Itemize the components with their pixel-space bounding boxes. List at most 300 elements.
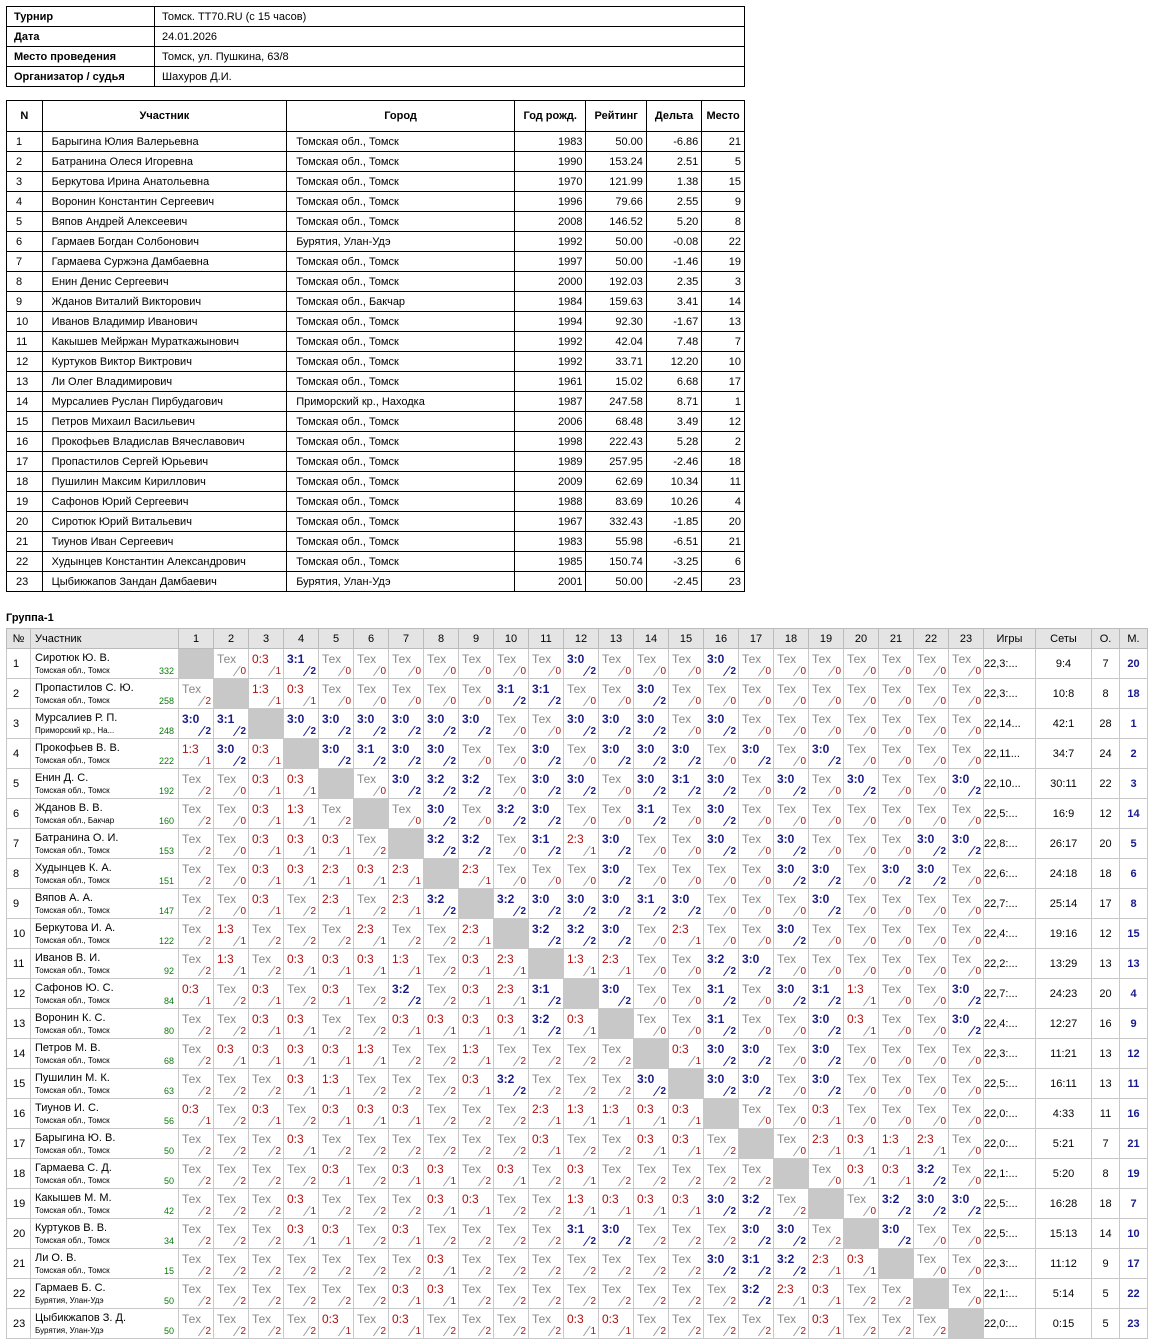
- match-score: Тех: [952, 862, 972, 876]
- player-cell: [31, 919, 179, 949]
- match-score: 0:3: [322, 1102, 339, 1116]
- match-result-cell: [844, 949, 879, 979]
- col-header-opponent: 23: [949, 629, 984, 649]
- match-result-cell: [844, 1159, 879, 1189]
- participant-city: Томская обл., Томск: [287, 472, 515, 492]
- match-result-cell: [564, 1189, 599, 1219]
- player-cell: [31, 829, 179, 859]
- match-points: 2: [310, 1176, 316, 1187]
- participants-col-header: Участник: [42, 101, 287, 132]
- match-score: 3:0: [357, 712, 375, 726]
- match-points: 2: [765, 966, 771, 977]
- match-points: 1: [625, 1116, 631, 1127]
- match-points: 2: [975, 786, 981, 797]
- match-score: 0:3: [252, 1042, 269, 1056]
- match-score: Тех: [182, 892, 202, 906]
- participant-row: [7, 132, 745, 152]
- match-result-cell: [739, 1249, 774, 1279]
- match-score: Тех: [462, 1162, 482, 1176]
- match-result-cell: [599, 919, 634, 949]
- diagonal-cell: [459, 889, 494, 919]
- match-points: 2: [520, 1086, 526, 1097]
- participant-row: [7, 492, 745, 512]
- match-points: 2: [730, 966, 736, 977]
- match-score: Тех: [357, 982, 377, 996]
- match-score: Тех: [882, 1012, 902, 1026]
- match-score: 3:0: [707, 1252, 725, 1266]
- match-score: 0:3: [252, 832, 269, 846]
- match-score: Тех: [882, 712, 902, 726]
- match-result-cell: [704, 859, 739, 889]
- match-result-cell: [214, 979, 249, 1009]
- participant-rating: 50.00: [586, 232, 646, 252]
- match-points: 2: [275, 1266, 281, 1277]
- match-result-cell: [249, 799, 284, 829]
- match-score: Тех: [847, 862, 867, 876]
- participant-rating: 247.58: [586, 392, 646, 412]
- player-rating: 42: [163, 1206, 174, 1216]
- match-result-cell: [179, 1219, 214, 1249]
- match-result-cell: [564, 739, 599, 769]
- match-points: 1: [835, 1266, 841, 1277]
- match-score: Тех: [532, 1162, 552, 1176]
- participant-place: 10: [702, 352, 745, 372]
- final-place: 23: [1120, 1309, 1148, 1339]
- participant-name: Какышев Мейржан Мураткажынович: [42, 332, 287, 352]
- match-points: 2: [625, 906, 631, 917]
- match-score: Тех: [567, 1132, 587, 1146]
- match-points: 2: [380, 1266, 386, 1277]
- match-score: 3:0: [707, 652, 725, 666]
- match-score: Тех: [357, 1282, 377, 1296]
- match-score: 3:0: [637, 682, 655, 696]
- match-points: 0: [695, 996, 701, 1007]
- match-points: 2: [345, 1206, 351, 1217]
- match-points: 0: [590, 876, 596, 887]
- match-score: 2:3: [567, 832, 584, 846]
- match-points: 1: [345, 846, 351, 857]
- match-score: Тех: [532, 712, 552, 726]
- match-result-cell: [564, 949, 599, 979]
- match-score: Тех: [357, 832, 377, 846]
- match-score: Тех: [497, 1042, 517, 1056]
- match-score: Тех: [462, 802, 482, 816]
- match-score: Тех: [917, 1102, 937, 1116]
- games-total: 22,5:...: [984, 1219, 1036, 1249]
- match-result-cell: [249, 679, 284, 709]
- match-score: Тех: [637, 982, 657, 996]
- match-score: 0:3: [287, 1012, 304, 1026]
- match-score: Тех: [392, 1192, 412, 1206]
- match-result-cell: [389, 649, 424, 679]
- participant-city: Томская обл., Томск: [287, 452, 515, 472]
- match-points: 2: [765, 1206, 771, 1217]
- match-points: 2: [275, 1086, 281, 1097]
- match-score: Тех: [917, 742, 937, 756]
- diagonal-cell: [179, 649, 214, 679]
- match-points: 2: [730, 1326, 736, 1337]
- match-points: 2: [450, 1116, 456, 1127]
- match-score: 3:2: [742, 1282, 760, 1296]
- match-points: 2: [625, 726, 631, 737]
- match-points: 1: [415, 1176, 421, 1187]
- match-points: 0: [870, 1116, 876, 1127]
- final-place: 14: [1120, 799, 1148, 829]
- participant-rating: 42.04: [586, 332, 646, 352]
- sets-total: 15:13: [1036, 1219, 1092, 1249]
- match-score: Тех: [532, 1192, 552, 1206]
- match-score: 3:0: [567, 892, 585, 906]
- match-score: Тех: [462, 1132, 482, 1146]
- match-points: 1: [345, 906, 351, 917]
- match-result-cell: [459, 1069, 494, 1099]
- match-score: Тех: [917, 1072, 937, 1086]
- match-score: Тех: [812, 712, 832, 726]
- match-score: Тех: [777, 1132, 797, 1146]
- match-score: 0:3: [322, 832, 339, 846]
- match-points: 0: [975, 756, 981, 767]
- match-points: 1: [415, 1116, 421, 1127]
- match-points: 1: [485, 1206, 491, 1217]
- participant-rating: 121.99: [586, 172, 646, 192]
- player-rating: 258: [158, 696, 174, 706]
- match-score: Тех: [182, 1312, 202, 1326]
- participant-no: 5: [7, 212, 43, 232]
- match-score: 0:3: [602, 1312, 619, 1326]
- col-header-opponent: 1: [179, 629, 214, 649]
- match-points: 2: [870, 786, 876, 797]
- match-score: Тех: [182, 1192, 202, 1206]
- match-result-cell: [774, 889, 809, 919]
- match-result-cell: [319, 799, 354, 829]
- cross-row: [7, 1039, 1148, 1069]
- match-points: 2: [625, 1176, 631, 1187]
- match-result-cell: [319, 1249, 354, 1279]
- match-result-cell: [774, 1099, 809, 1129]
- final-place: 7: [1120, 1189, 1148, 1219]
- match-result-cell: [214, 1039, 249, 1069]
- player-name: Петров М. В.: [35, 1042, 101, 1054]
- match-score: 3:1: [357, 742, 375, 756]
- match-result-cell: [459, 679, 494, 709]
- participant-row: [7, 152, 745, 172]
- player-city: Томская обл., Томск: [35, 1026, 110, 1035]
- match-points: 0: [485, 816, 491, 827]
- match-score: 3:0: [742, 1222, 760, 1236]
- match-points: 2: [870, 1326, 876, 1337]
- match-points: 2: [520, 696, 526, 707]
- match-result-cell: [914, 949, 949, 979]
- match-points: 2: [695, 1266, 701, 1277]
- match-points: 1: [205, 1116, 211, 1127]
- match-score: 3:0: [777, 772, 795, 786]
- match-score: Тех: [287, 1162, 307, 1176]
- sets-total: 30:11: [1036, 769, 1092, 799]
- match-points: 2: [450, 1236, 456, 1247]
- match-result-cell: [809, 1219, 844, 1249]
- player-rating: 34: [163, 1236, 174, 1246]
- match-result-cell: [389, 799, 424, 829]
- sets-total: 13:29: [1036, 949, 1092, 979]
- match-result-cell: [214, 1129, 249, 1159]
- match-result-cell: [424, 829, 459, 859]
- match-score: 3:0: [742, 1072, 760, 1086]
- player-name: Вяпов А. А.: [35, 892, 93, 904]
- match-score: 3:0: [707, 712, 725, 726]
- match-result-cell: [459, 1189, 494, 1219]
- final-place: 12: [1120, 1039, 1148, 1069]
- match-score: Тех: [882, 982, 902, 996]
- player-city: Томская обл., Бакчар: [35, 816, 115, 825]
- match-score: Тех: [707, 682, 727, 696]
- match-points: 0: [870, 966, 876, 977]
- match-score: Тех: [497, 1222, 517, 1236]
- match-score: Тех: [637, 1312, 657, 1326]
- match-score: 3:2: [777, 1252, 795, 1266]
- match-points: 2: [275, 1146, 281, 1157]
- participant-birth-year: 1997: [514, 252, 586, 272]
- match-points: 1: [940, 1146, 946, 1157]
- match-result-cell: [599, 1039, 634, 1069]
- match-score: Тех: [742, 652, 762, 666]
- row-number: 4: [7, 739, 31, 769]
- player-city: Томская обл., Томск: [35, 966, 110, 975]
- match-score: 0:3: [847, 1132, 864, 1146]
- match-points: 2: [240, 726, 246, 737]
- games-total: 22,11...: [984, 739, 1036, 769]
- match-score: 0:3: [217, 1042, 234, 1056]
- player-rating: 147: [158, 906, 174, 916]
- match-score: 3:0: [287, 712, 305, 726]
- row-number: 15: [7, 1069, 31, 1099]
- match-score: Тех: [742, 922, 762, 936]
- match-result-cell: [844, 679, 879, 709]
- final-place: 22: [1120, 1279, 1148, 1309]
- match-score: Тех: [742, 682, 762, 696]
- match-result-cell: [949, 769, 984, 799]
- match-points: 2: [450, 1146, 456, 1157]
- match-score: Тех: [182, 772, 202, 786]
- player-city: Томская обл., Томск: [35, 1086, 110, 1095]
- col-header-place: М.: [1120, 629, 1148, 649]
- match-result-cell: [599, 1129, 634, 1159]
- points-total: 8: [1092, 679, 1120, 709]
- match-score: 3:0: [742, 952, 760, 966]
- points-total: 12: [1092, 799, 1120, 829]
- games-total: 22,1:...: [984, 1279, 1036, 1309]
- match-score: 0:3: [812, 1102, 829, 1116]
- player-city: Томская обл., Томск: [35, 846, 110, 855]
- match-result-cell: [424, 1069, 459, 1099]
- match-score: Тех: [497, 1312, 517, 1326]
- match-points: 1: [345, 876, 351, 887]
- match-points: 2: [415, 1266, 421, 1277]
- match-result-cell: [949, 1159, 984, 1189]
- participant-birth-year: 1994: [514, 312, 586, 332]
- match-points: 1: [345, 1176, 351, 1187]
- match-score: Тех: [497, 1282, 517, 1296]
- player-rating: 160: [158, 816, 174, 826]
- match-points: 0: [380, 786, 386, 797]
- match-score: Тех: [357, 1012, 377, 1026]
- match-result-cell: [214, 1249, 249, 1279]
- match-result-cell: [879, 1009, 914, 1039]
- player-city: Томская обл., Томск: [35, 1116, 110, 1125]
- match-points: 2: [415, 936, 421, 947]
- match-result-cell: [214, 709, 249, 739]
- participants-col-header: N: [7, 101, 43, 132]
- match-result-cell: [354, 1099, 389, 1129]
- match-points: 0: [800, 1116, 806, 1127]
- match-result-cell: [249, 1309, 284, 1339]
- match-points: 2: [380, 846, 386, 857]
- match-score: 3:0: [532, 802, 550, 816]
- match-score: 3:1: [532, 832, 550, 846]
- player-rating: 151: [158, 876, 174, 886]
- match-points: 2: [555, 1056, 561, 1067]
- match-score: 1:3: [357, 1042, 374, 1056]
- match-result-cell: [459, 1129, 494, 1159]
- match-score: Тех: [567, 802, 587, 816]
- match-result-cell: [669, 1189, 704, 1219]
- match-result-cell: [249, 1129, 284, 1159]
- match-result-cell: [949, 1129, 984, 1159]
- match-score: 3:1: [287, 652, 305, 666]
- match-result-cell: [844, 889, 879, 919]
- match-points: 2: [730, 1296, 736, 1307]
- participant-delta: 2.51: [646, 152, 701, 172]
- match-result-cell: [634, 1309, 669, 1339]
- match-score: Тех: [707, 1312, 727, 1326]
- match-result-cell: [739, 859, 774, 889]
- match-score: Тех: [392, 1132, 412, 1146]
- match-score: Тех: [217, 892, 237, 906]
- match-points: 2: [730, 846, 736, 857]
- participant-city: Томская обл., Томск: [287, 332, 515, 352]
- match-score: Тех: [287, 1312, 307, 1326]
- participant-rating: 79.66: [586, 192, 646, 212]
- match-result-cell: [529, 649, 564, 679]
- match-points: 2: [835, 876, 841, 887]
- match-points: 1: [835, 1146, 841, 1157]
- match-points: 0: [625, 696, 631, 707]
- match-result-cell: [669, 889, 704, 919]
- player-cell: [31, 1189, 179, 1219]
- match-result-cell: [459, 799, 494, 829]
- match-score: 0:3: [567, 1312, 584, 1326]
- match-result-cell: [774, 979, 809, 1009]
- match-result-cell: [914, 649, 949, 679]
- player-city: Томская обл., Томск: [35, 756, 110, 765]
- player-name: Сафонов Ю. С.: [35, 982, 114, 994]
- match-points: 0: [975, 1056, 981, 1067]
- match-result-cell: [669, 1159, 704, 1189]
- match-points: 2: [800, 996, 806, 1007]
- participants-header-row: [7, 101, 745, 132]
- match-result-cell: [809, 679, 844, 709]
- match-score: Тех: [847, 652, 867, 666]
- match-result-cell: [564, 829, 599, 859]
- match-score: Тех: [252, 1192, 272, 1206]
- match-points: 0: [695, 666, 701, 677]
- match-score: 0:3: [287, 1072, 304, 1086]
- player-city: Томская обл., Томск: [35, 936, 110, 945]
- participant-no: 11: [7, 332, 43, 352]
- participant-rating: 159.63: [586, 292, 646, 312]
- match-result-cell: [704, 739, 739, 769]
- match-points: 2: [695, 1326, 701, 1337]
- match-result-cell: [529, 859, 564, 889]
- match-points: 1: [520, 1176, 526, 1187]
- match-result-cell: [599, 1099, 634, 1129]
- match-score: 3:0: [707, 1072, 725, 1086]
- match-points: 2: [345, 1266, 351, 1277]
- final-place: 13: [1120, 949, 1148, 979]
- participant-no: 9: [7, 292, 43, 312]
- match-points: 2: [520, 1206, 526, 1217]
- col-header-no: №: [7, 629, 31, 649]
- match-result-cell: [284, 1099, 319, 1129]
- player-cell: [31, 709, 179, 739]
- match-score: Тех: [322, 802, 342, 816]
- match-points: 0: [765, 816, 771, 827]
- match-score: Тех: [392, 922, 412, 936]
- match-points: 2: [765, 1086, 771, 1097]
- participant-no: 23: [7, 572, 43, 592]
- match-points: 1: [870, 1266, 876, 1277]
- match-result-cell: [599, 1159, 634, 1189]
- row-number: 16: [7, 1099, 31, 1129]
- match-score: Тех: [672, 1252, 692, 1266]
- match-score: Тех: [392, 682, 412, 696]
- player-name: Тиунов И. С.: [35, 1102, 99, 1114]
- participant-name: Сиротюк Юрий Витальевич: [42, 512, 287, 532]
- match-result-cell: [494, 889, 529, 919]
- sets-total: 26:17: [1036, 829, 1092, 859]
- col-header-opponent: 4: [284, 629, 319, 649]
- match-points: 1: [590, 1026, 596, 1037]
- match-score: Тех: [217, 1282, 237, 1296]
- match-result-cell: [494, 1249, 529, 1279]
- cross-row: [7, 1219, 1148, 1249]
- match-result-cell: [249, 1249, 284, 1279]
- match-score: 0:3: [252, 1102, 269, 1116]
- match-result-cell: [704, 1159, 739, 1189]
- match-score: 1:3: [322, 1072, 339, 1086]
- games-total: 22,7:...: [984, 889, 1036, 919]
- match-score: 3:1: [217, 712, 235, 726]
- match-points: 1: [310, 1026, 316, 1037]
- participant-row: [7, 332, 745, 352]
- match-result-cell: [459, 1159, 494, 1189]
- match-result-cell: [949, 739, 984, 769]
- col-header-opponent: 11: [529, 629, 564, 649]
- match-points: 2: [660, 696, 666, 707]
- sets-total: 5:20: [1036, 1159, 1092, 1189]
- match-result-cell: [879, 769, 914, 799]
- match-score: Тех: [427, 1132, 447, 1146]
- match-result-cell: [494, 979, 529, 1009]
- match-score: 3:1: [532, 982, 550, 996]
- match-score: Тех: [182, 1132, 202, 1146]
- match-points: 2: [625, 846, 631, 857]
- match-points: 0: [975, 1116, 981, 1127]
- match-score: 1:3: [392, 952, 409, 966]
- cross-row: [7, 1159, 1148, 1189]
- match-points: 2: [240, 1326, 246, 1337]
- match-score: Тех: [357, 1312, 377, 1326]
- match-result-cell: [844, 1249, 879, 1279]
